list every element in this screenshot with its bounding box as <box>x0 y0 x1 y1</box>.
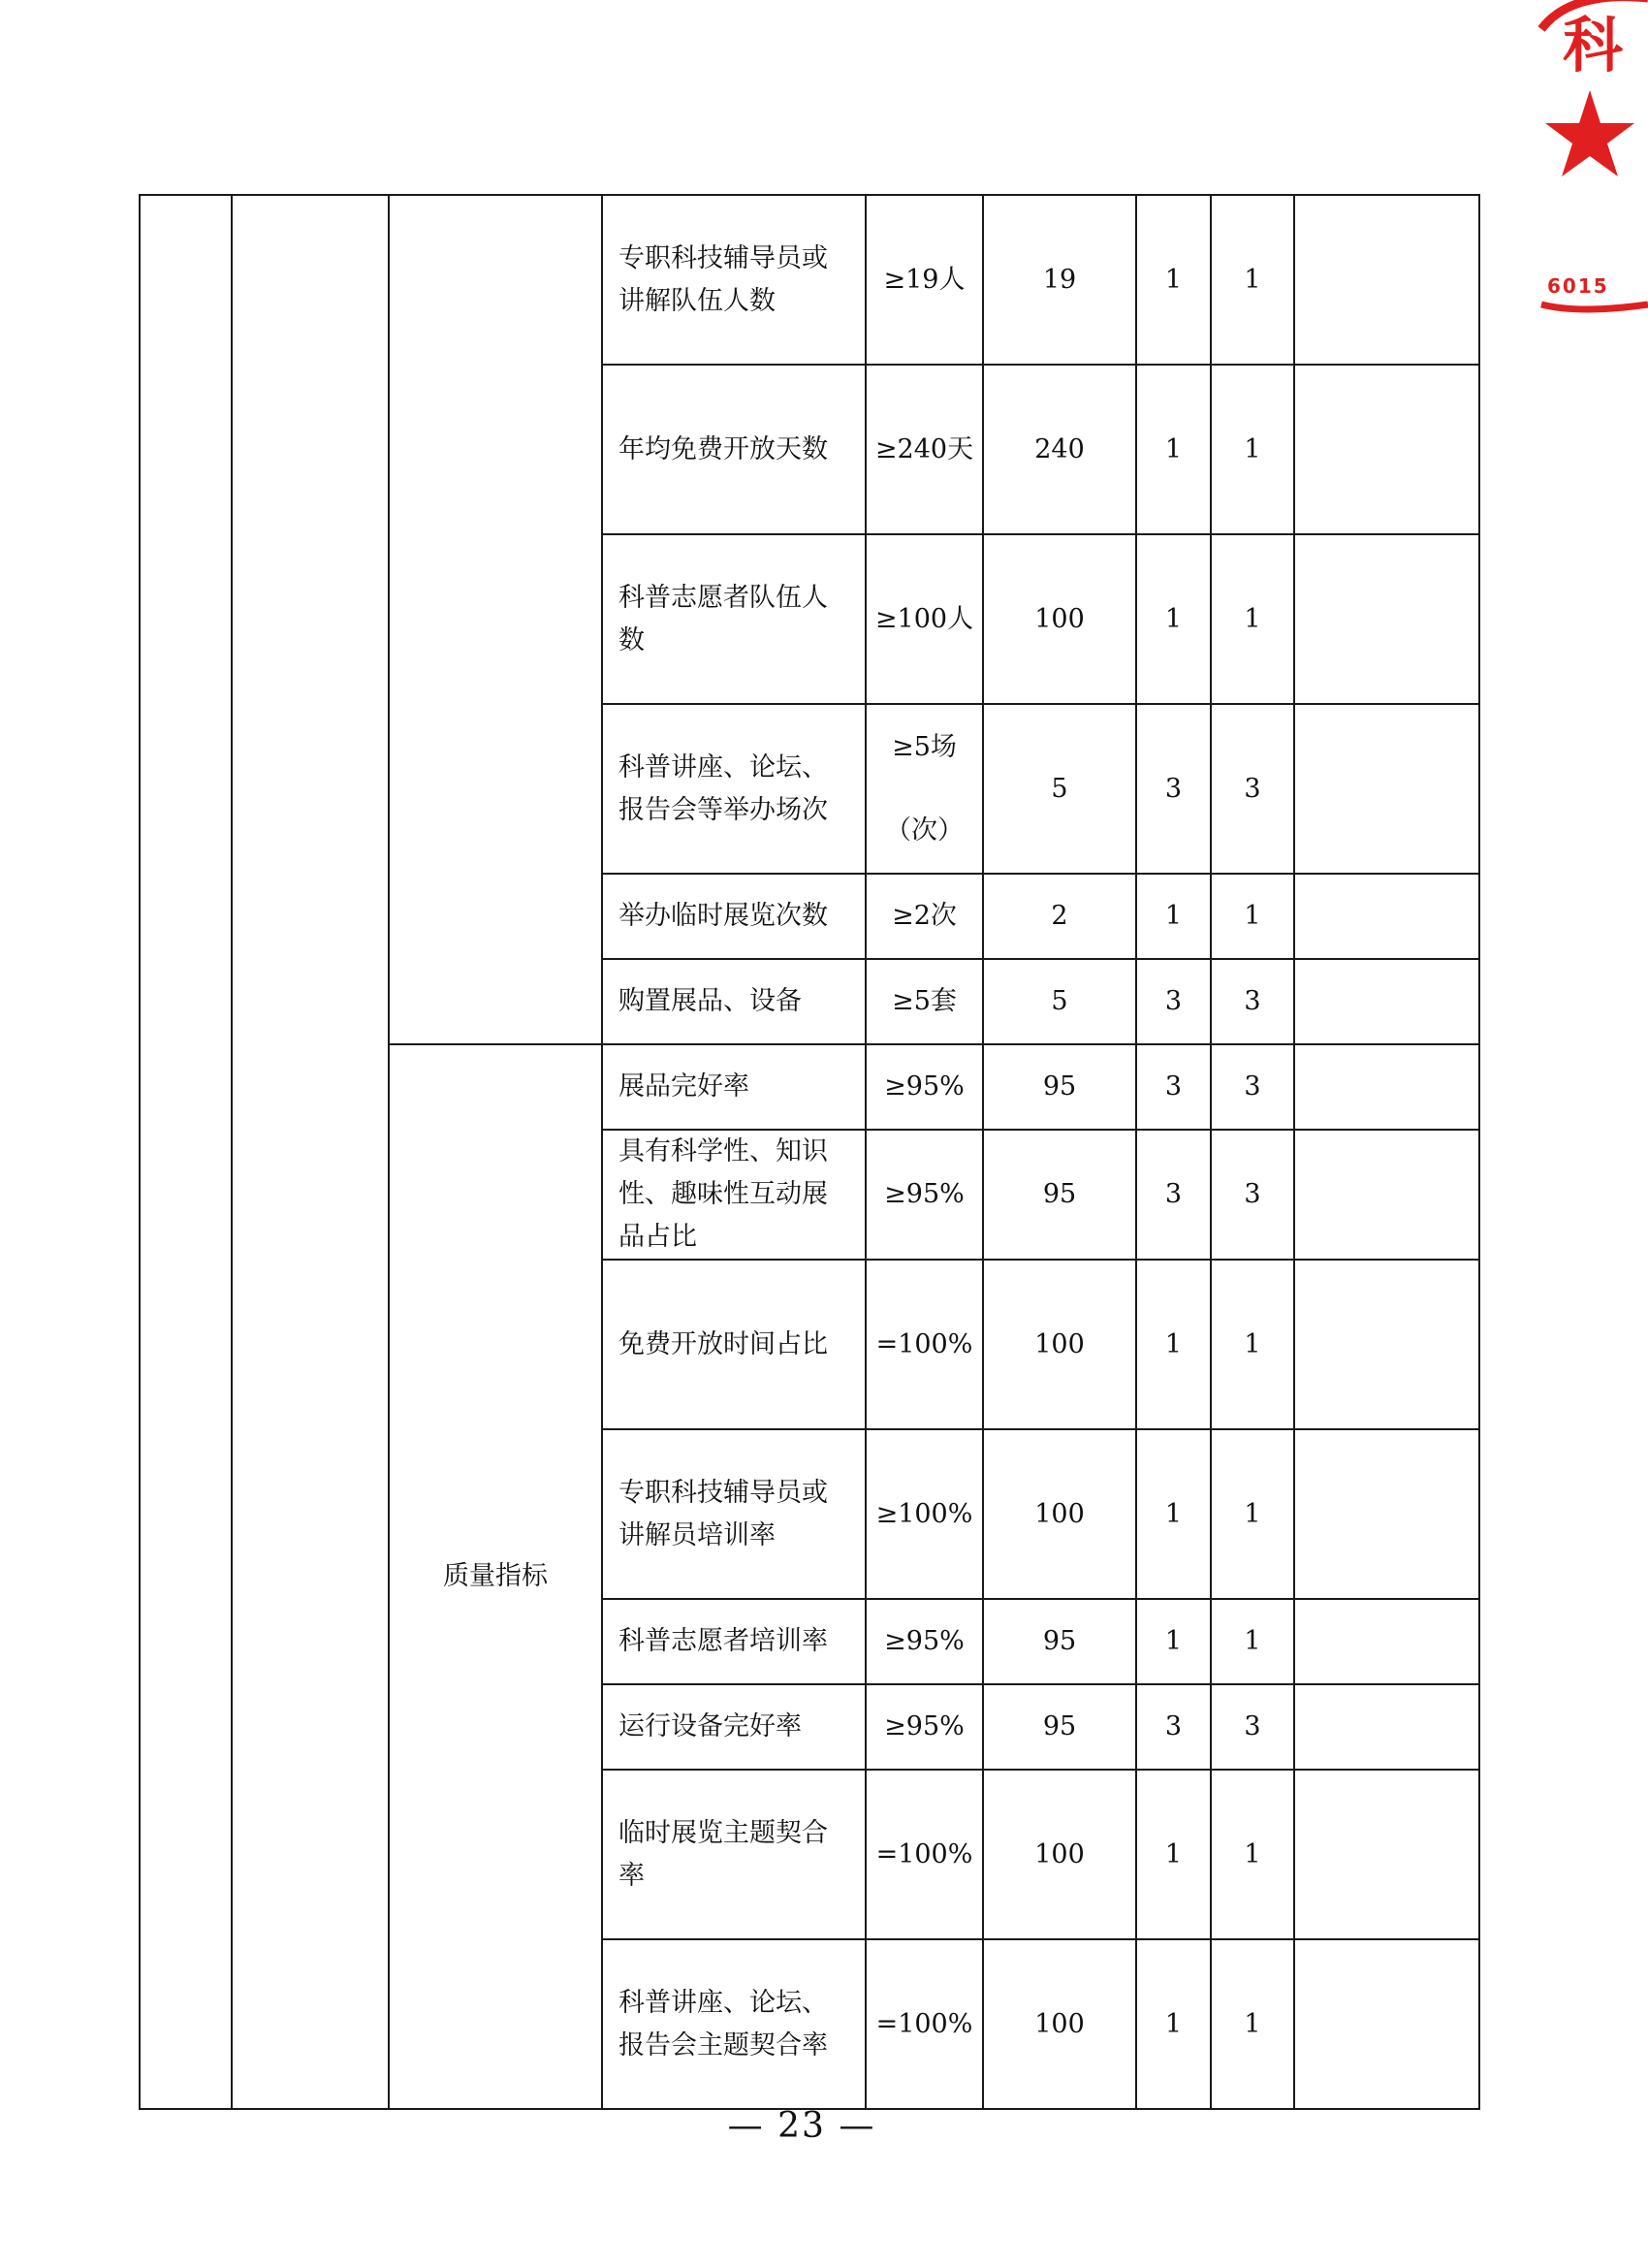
score-cell: 3 <box>1211 1044 1294 1130</box>
indicator-name-cell: 科普讲座、论坛、报告会主题契合率 <box>602 1939 866 2109</box>
actual-value-cell: 100 <box>983 1429 1136 1599</box>
indicator-name-cell: 科普志愿者培训率 <box>602 1599 866 1684</box>
target-value-cell: ≥95% <box>866 1684 983 1770</box>
level1-indicator-cell <box>140 195 232 2109</box>
actual-value-cell: 95 <box>983 1130 1136 1260</box>
score-cell: 1 <box>1211 365 1294 534</box>
level2-indicator-cell <box>232 195 389 2109</box>
note-cell <box>1294 1684 1479 1770</box>
indicator-name-cell: 科普志愿者队伍人数 <box>602 534 866 704</box>
target-value-cell: ≥2次 <box>866 874 983 959</box>
score-cell: 1 <box>1211 1260 1294 1429</box>
svg-text:科: 科 <box>1563 10 1624 80</box>
indicator-name-cell: 购置展品、设备 <box>602 959 866 1044</box>
note-cell <box>1294 365 1479 534</box>
target-value-cell: ≥5场（次） <box>866 704 983 874</box>
indicator-name-cell: 举办临时展览次数 <box>602 874 866 959</box>
indicator-name-cell: 具有科学性、知识性、趣味性互动展品占比 <box>602 1130 866 1260</box>
note-cell <box>1294 1770 1479 1939</box>
score-cell: 3 <box>1211 704 1294 874</box>
score-cell: 1 <box>1211 1429 1294 1599</box>
performance-indicator-table <box>139 194 1480 2110</box>
actual-value-cell: 5 <box>983 704 1136 874</box>
actual-value-cell: 240 <box>983 365 1136 534</box>
weight-cell: 1 <box>1136 1429 1211 1599</box>
note-cell <box>1294 1429 1479 1599</box>
target-value-cell: ≥100% <box>866 1429 983 1599</box>
quantity-indicator-group-cell <box>389 195 602 1044</box>
official-seal-stamp <box>1512 0 1648 339</box>
note-cell <box>1294 1044 1479 1130</box>
note-cell <box>1294 959 1479 1044</box>
target-value-cell: =100% <box>866 1260 983 1429</box>
note-cell <box>1294 704 1479 874</box>
weight-cell: 3 <box>1136 1130 1211 1260</box>
weight-cell: 1 <box>1136 1599 1211 1684</box>
score-cell: 1 <box>1211 1770 1294 1939</box>
score-cell: 1 <box>1211 534 1294 704</box>
note-cell <box>1294 1599 1479 1684</box>
indicator-name-cell: 专职科技辅导员或讲解队伍人数 <box>602 195 866 365</box>
note-cell <box>1294 1130 1479 1260</box>
page-number: — 23 — <box>727 2106 876 2146</box>
weight-cell: 3 <box>1136 1684 1211 1770</box>
indicator-name-cell: 专职科技辅导员或讲解员培训率 <box>602 1429 866 1599</box>
target-value-cell: ≥95% <box>866 1130 983 1260</box>
actual-value-cell: 5 <box>983 959 1136 1044</box>
note-cell <box>1294 1939 1479 2109</box>
target-value-cell: ≥95% <box>866 1044 983 1130</box>
target-value-cell: ≥100人 <box>866 534 983 704</box>
score-cell: 1 <box>1211 874 1294 959</box>
weight-cell: 3 <box>1136 704 1211 874</box>
indicator-name-cell: 展品完好率 <box>602 1044 866 1130</box>
weight-cell: 3 <box>1136 959 1211 1044</box>
weight-cell: 1 <box>1136 365 1211 534</box>
target-value-cell: ≥19人 <box>866 195 983 365</box>
note-cell <box>1294 534 1479 704</box>
target-value-cell: ≥95% <box>866 1599 983 1684</box>
table-row <box>140 195 1479 365</box>
weight-cell: 1 <box>1136 195 1211 365</box>
weight-cell: 1 <box>1136 1260 1211 1429</box>
quality-indicator-group-cell: 质量指标 <box>389 1044 602 2109</box>
svg-text:6015: 6015 <box>1547 274 1609 298</box>
actual-value-cell: 19 <box>983 195 1136 365</box>
actual-value-cell: 100 <box>983 1770 1136 1939</box>
indicator-name-cell: 免费开放时间占比 <box>602 1260 866 1429</box>
indicator-name-cell: 运行设备完好率 <box>602 1684 866 1770</box>
indicator-name-cell: 科普讲座、论坛、报告会等举办场次 <box>602 704 866 874</box>
actual-value-cell: 95 <box>983 1599 1136 1684</box>
indicator-name-cell: 临时展览主题契合率 <box>602 1770 866 1939</box>
score-cell: 1 <box>1211 195 1294 365</box>
target-value-cell: ≥5套 <box>866 959 983 1044</box>
note-cell <box>1294 1260 1479 1429</box>
actual-value-cell: 100 <box>983 534 1136 704</box>
weight-cell: 1 <box>1136 874 1211 959</box>
actual-value-cell: 2 <box>983 874 1136 959</box>
actual-value-cell: 100 <box>983 1939 1136 2109</box>
target-value-cell: =100% <box>866 1770 983 1939</box>
indicator-name-cell: 年均免费开放天数 <box>602 365 866 534</box>
weight-cell: 3 <box>1136 1044 1211 1130</box>
score-cell: 3 <box>1211 1130 1294 1260</box>
weight-cell: 1 <box>1136 1939 1211 2109</box>
weight-cell: 1 <box>1136 534 1211 704</box>
weight-cell: 1 <box>1136 1770 1211 1939</box>
score-cell: 1 <box>1211 1939 1294 2109</box>
target-value-cell: ≥240天 <box>866 365 983 534</box>
note-cell <box>1294 195 1479 365</box>
note-cell <box>1294 874 1479 959</box>
score-cell: 3 <box>1211 1684 1294 1770</box>
actual-value-cell: 100 <box>983 1260 1136 1429</box>
score-cell: 1 <box>1211 1599 1294 1684</box>
score-cell: 3 <box>1211 959 1294 1044</box>
actual-value-cell: 95 <box>983 1044 1136 1130</box>
actual-value-cell: 95 <box>983 1684 1136 1770</box>
target-value-cell: =100% <box>866 1939 983 2109</box>
